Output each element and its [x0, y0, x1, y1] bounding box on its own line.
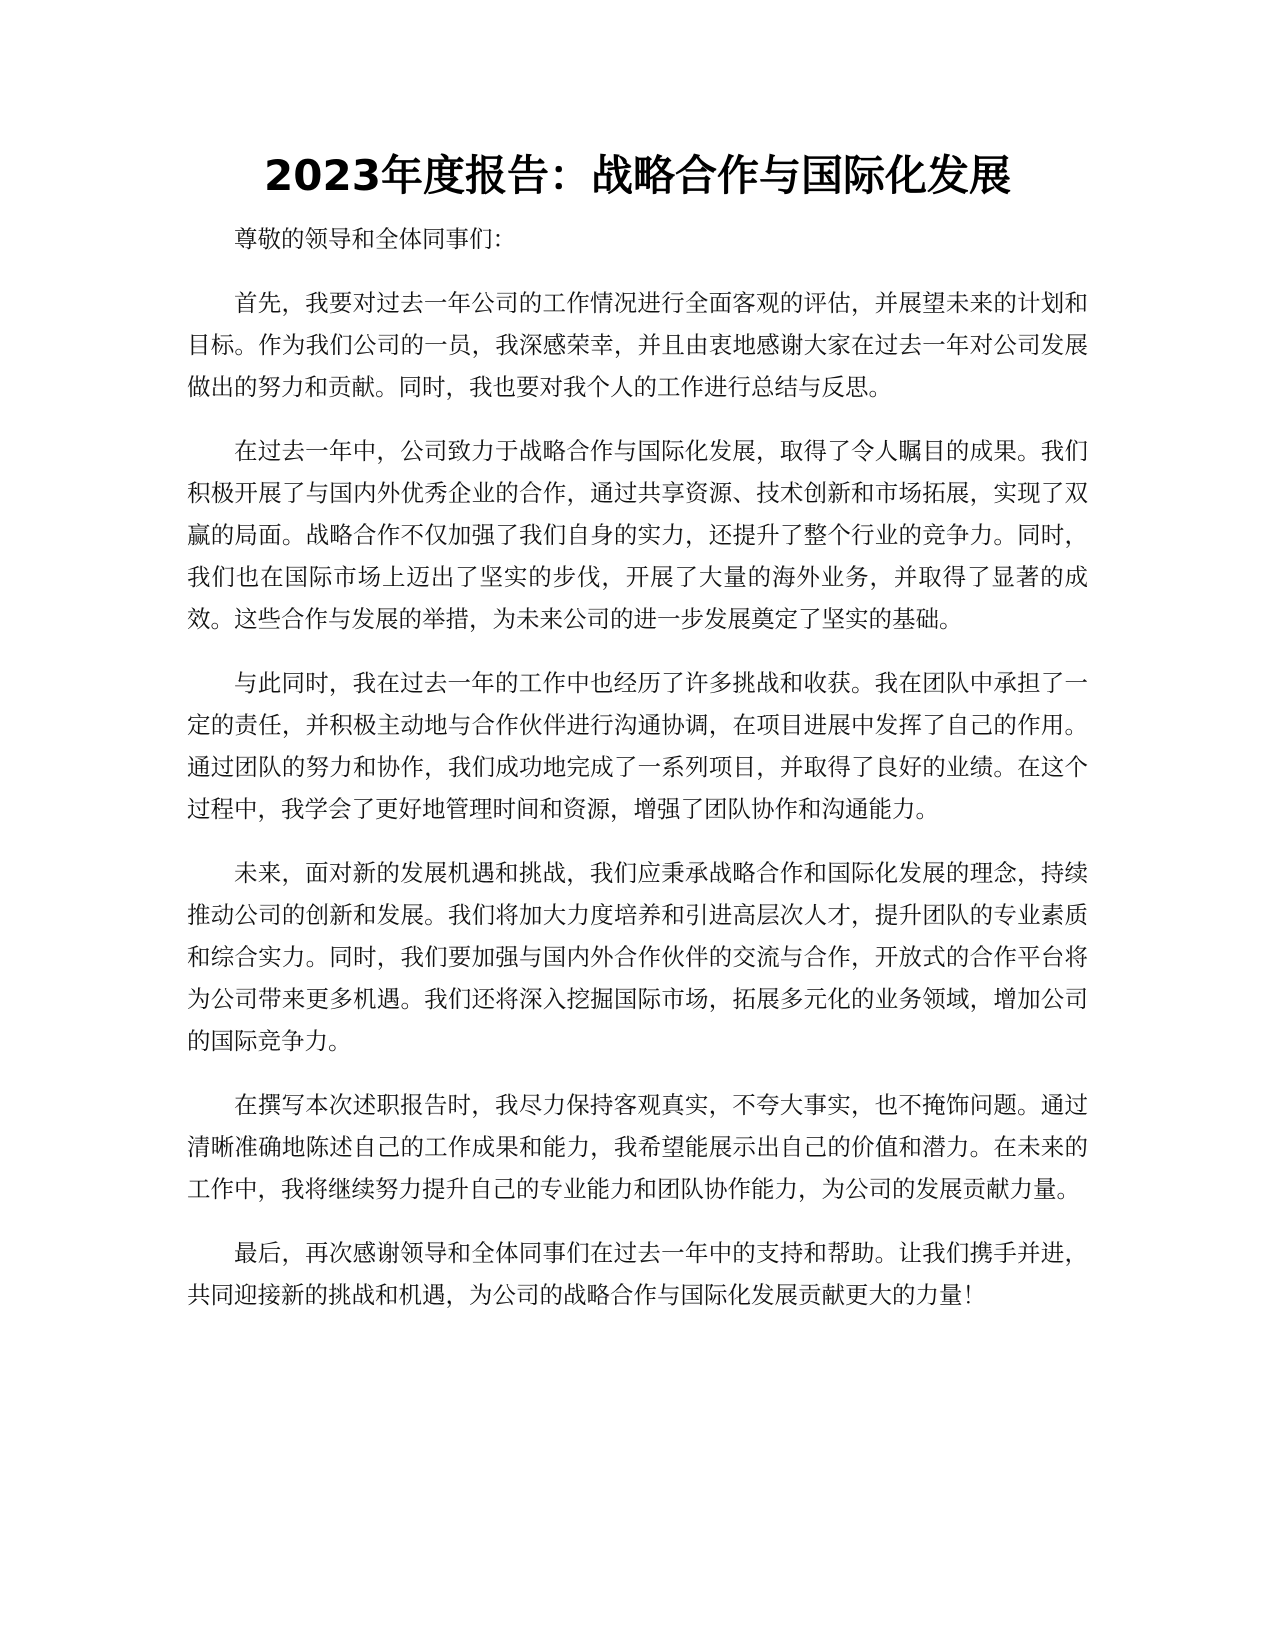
paragraph-2: 在过去一年中，公司致力于战略合作与国际化发展，取得了令人瞩目的成果。我们积极开展了与国内外优秀企业的合作，通过共享资源、技术创新和市场拓展，实现了双赢的局面。战略合作不仅加强了我们自身的实力，还提升了整个行业的竞争力。同时，我们也在国际市场上迈出了坚实的步伐，开展了大量的海外业务，并取得了显著的成效。这些合作与发展的举措，为未来公司的进一步发展奠定了坚实的基础。 — [187, 437, 1088, 633]
paragraph-6: 最后，再次感谢领导和全体同事们在过去一年中的支持和帮助。让我们携手并进，共同迎接新的挑战和机遇，为公司的战略合作与国际化发展贡献更大的力量！ — [187, 1239, 1088, 1309]
paragraph-3: 与此同时，我在过去一年的工作中也经历了许多挑战和收获。我在团队中承担了一定的责任，并积极主动地与合作伙伴进行沟通协调，在项目进展中发挥了自己的作用。通过团队的努力和协作，我们成功地完成了一系列项目，并取得了良好的业绩。在这个过程中，我学会了更好地管理时间和资源，增强了团队协作和沟通能力。 — [187, 669, 1088, 823]
paragraph-1: 首先，我要对过去一年公司的工作情况进行全面客观的评估，并展望未来的计划和目标。作为我们公司的一员，我深感荣幸，并且由衷地感谢大家在过去一年对公司发展做出的努力和贡献。同时，我也要对我个人的工作进行总结与反思。 — [187, 289, 1088, 401]
paragraph-4: 未来，面对新的发展机遇和挑战，我们应秉承战略合作和国际化发展的理念，持续推动公司的创新和发展。我们将加大力度培养和引进高层次人才，提升团队的专业素质和综合实力。同时，我们要加强与国内外合作伙伴的交流与合作，开放式的合作平台将为公司带来更多机遇。我们还将深入挖掘国际市场，拓展多元化的业务领域，增加公司的国际竞争力。 — [187, 859, 1088, 1055]
salutation: 尊敬的领导和全体同事们： — [234, 225, 516, 253]
paragraph-5: 在撰写本次述职报告时，我尽力保持客观真实，不夸大事实，也不掩饰问题。通过清晰准确地陈述自己的工作成果和能力，我希望能展示出自己的价值和潜力。在未来的工作中，我将继续努力提升自己的专业能力和团队协作能力，为公司的发展贡献力量。 — [187, 1091, 1088, 1203]
document-body — [187, 218, 1088, 1338]
document-title: 2023年度报告：战略合作与国际化发展 — [264, 151, 1011, 200]
